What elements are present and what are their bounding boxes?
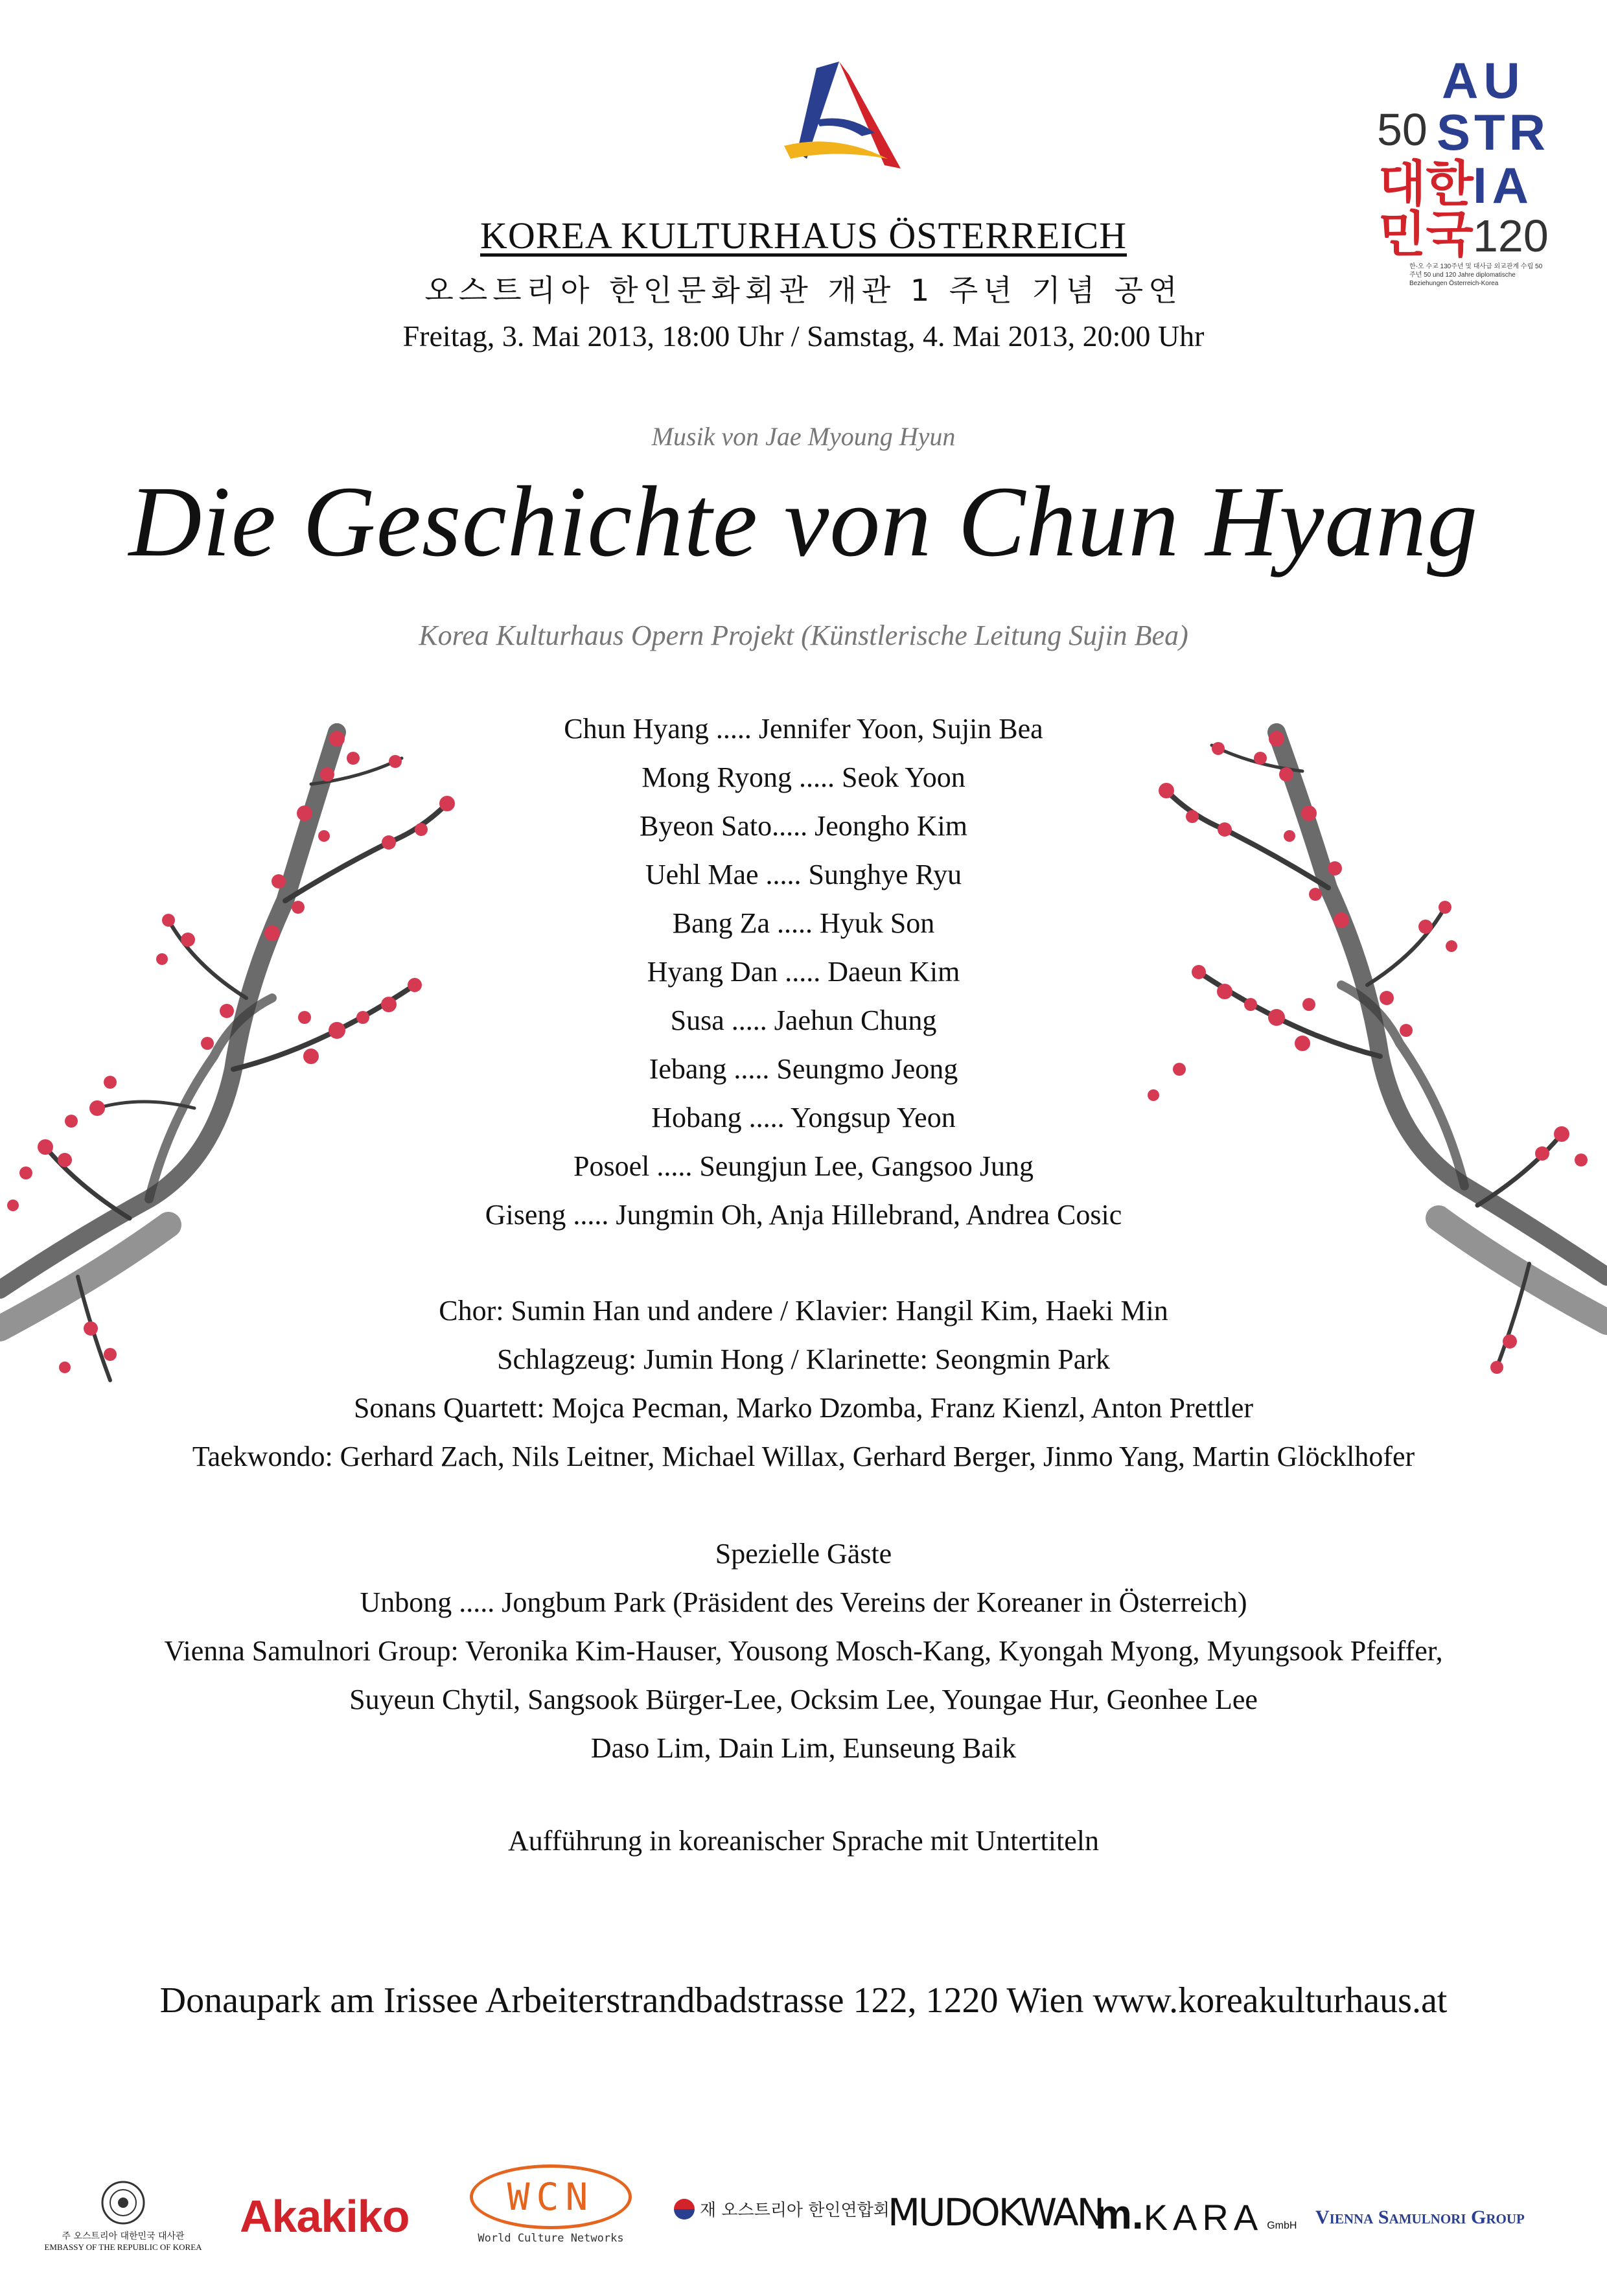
sponsor-logos: [0, 2151, 1607, 2281]
korean-federation-logo: [674, 2197, 890, 2221]
kara-gmbh: GmbH: [1267, 2220, 1297, 2231]
korean-subtitle: 오스트리아 한인문화회관 개관 1 주년 기념 공연: [424, 273, 1183, 308]
akakiko-logo: Akakiko: [240, 2191, 410, 2242]
badge-str: STR: [1437, 104, 1549, 161]
badge-ia: IA: [1473, 157, 1534, 214]
kara-logo: [1095, 2190, 1297, 2238]
cast-item: Mong Ryong ..... Seok Yoon: [642, 761, 965, 793]
cast-item: Hyang Dan ..... Daeun Kim: [647, 956, 960, 988]
org-name: KOREA KULTURHAUS ÖSTERREICH: [480, 215, 1127, 257]
embassy-seal-icon: [100, 2180, 146, 2225]
embassy-english-label: EMBASSY OF THE REPUBLIC OF KOREA: [44, 2242, 202, 2252]
guest-item: Suyeun Chytil, Sangsook Bürger-Lee, Ocksim Lee, Youngae Hur, Geonhee Lee: [349, 1684, 1258, 1715]
project-credit: Korea Kulturhaus Opern Projekt (Künstlerische Leitung Sujin Bea): [419, 620, 1188, 651]
cast-list: [0, 704, 1607, 1239]
musicians-list: [0, 1286, 1607, 1481]
cast-item: Uehl Mae ..... Sunghye Ryu: [645, 859, 962, 890]
taegeuk-icon: [674, 2199, 695, 2220]
subtitle-note: Aufführung in koreanischer Sprache mit Untertiteln: [508, 1825, 1099, 1857]
cast-item: Iebang ..... Seungmo Jeong: [649, 1053, 958, 1085]
cast-item: Posoel ..... Seungjun Lee, Gangsoo Jung: [573, 1150, 1034, 1182]
badge-caption: 한-오 수교 130주년 및 대사급 외교관계 수립 50주년 50 und 120 Jahre diplomatische Beziehungen Österreich-Korea: [1409, 263, 1543, 287]
vienna-samulnori-logo: Vienna Samulnori Group: [1315, 2207, 1525, 2228]
austria-korea-anniversary-badge: [1364, 52, 1552, 301]
musicians-item: Schlagzeug: Jumin Hong / Klarinette: Seongmin Park: [497, 1343, 1110, 1375]
cast-item: Susa ..... Jaehun Chung: [670, 1004, 937, 1036]
badge-korean-2: 민국: [1378, 207, 1474, 262]
musicians-item: Chor: Sumin Han und andere / Klavier: Hangil Kim, Haeki Min: [439, 1295, 1168, 1327]
badge-50: 50: [1377, 104, 1428, 155]
kara-m-mark: m.: [1095, 2191, 1144, 2238]
kulturhaus-logo-icon: [778, 62, 914, 175]
cast-item: Bang Za ..... Hyuk Son: [672, 907, 935, 939]
wcn-wordmark: WCN: [470, 2164, 632, 2229]
badge-120: 120: [1473, 211, 1549, 261]
guest-item: Daso Lim, Dain Lim, Eunseung Baik: [590, 1732, 1017, 1764]
event-dates: Freitag, 3. Mai 2013, 18:00 Uhr / Samstag, 4. Mai 2013, 20:00 Uhr: [402, 319, 1205, 353]
cast-item: Giseng ..... Jungmin Oh, Anja Hillebrand, Andrea Cosic: [485, 1199, 1122, 1231]
wcn-subtitle: World Culture Networks: [478, 2232, 624, 2245]
special-guests: [0, 1529, 1607, 1772]
page-title: Die Geschichte von Chun Hyang: [128, 465, 1479, 577]
guests-heading: Spezielle Gäste: [715, 1538, 892, 1570]
musicians-item: Taekwondo: Gerhard Zach, Nils Leitner, Michael Willax, Gerhard Berger, Jinmo Yang, Martin Glöcklhofer: [192, 1441, 1415, 1472]
kara-wordmark: KARA: [1143, 2197, 1264, 2238]
mudokwan-logo: MUDOKWAN: [888, 2190, 1104, 2234]
embassy-korean-label: 주 오스트리아 대한민국 대사관: [62, 2231, 185, 2242]
cast-item: Chun Hyang ..... Jennifer Yoon, Sujin Bea: [564, 713, 1043, 745]
federation-label: 재 오스트리아 한인연합회: [700, 2201, 890, 2220]
venue-address: Donaupark am Irissee Arbeiterstrandbadstrasse 122, 1220 Wien www.koreakulturhaus.at: [159, 1980, 1448, 2021]
cast-item: Hobang ..... Yongsup Yeon: [651, 1102, 956, 1133]
badge-au: AU: [1442, 52, 1525, 109]
guest-item: Vienna Samulnori Group: Veronika Kim-Hauser, Yousong Mosch-Kang, Kyongah Myong, Myungsook Pfeiffer,: [164, 1635, 1443, 1667]
musicians-item: Sonans Quartett: Mojca Pecman, Marko Dzomba, Franz Kienzl, Anton Prettler: [353, 1392, 1254, 1424]
wcn-logo: [467, 2164, 635, 2245]
embassy-logo: [36, 2151, 211, 2281]
music-credit: Musik von Jae Myoung Hyun: [651, 422, 956, 451]
badge-korean-1: 대한: [1378, 157, 1474, 212]
cast-item: Byeon Sato..... Jeongho Kim: [640, 810, 967, 842]
guest-item: Unbong ..... Jongbum Park (Präsident des Vereins der Koreaner in Österreich): [360, 1586, 1247, 1618]
